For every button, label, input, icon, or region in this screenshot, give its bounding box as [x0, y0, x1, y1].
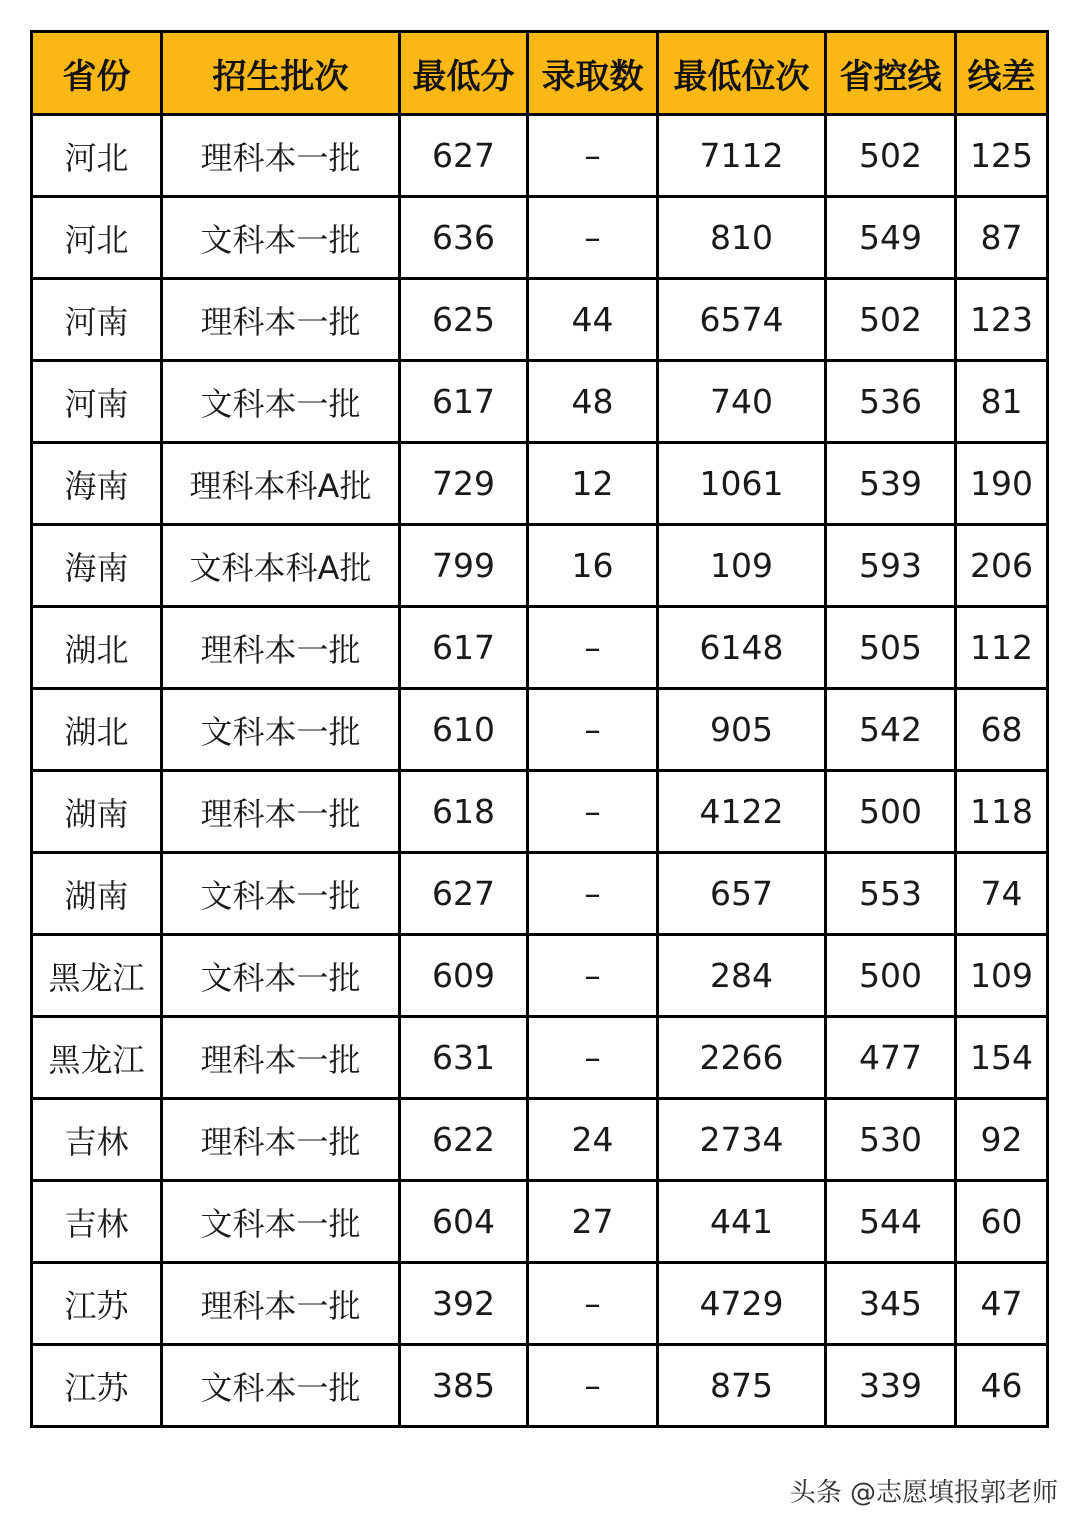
cell-admitted-count: –	[528, 197, 658, 279]
cell-batch: 文科本一批	[162, 197, 400, 279]
table-row	[32, 1099, 1048, 1181]
header-min-score: 最低分	[400, 32, 528, 115]
cell-min-score: 625	[400, 279, 528, 361]
cell-min-rank: 905	[658, 689, 826, 771]
cell-line-diff: 112	[956, 607, 1048, 689]
table-body	[32, 115, 1048, 1427]
cell-min-score: 627	[400, 115, 528, 197]
cell-control-line: 502	[826, 115, 956, 197]
cell-province: 吉林	[32, 1099, 162, 1181]
cell-line-diff: 46	[956, 1345, 1048, 1427]
cell-min-rank: 4729	[658, 1263, 826, 1345]
cell-min-rank: 6148	[658, 607, 826, 689]
cell-min-rank: 875	[658, 1345, 826, 1427]
table-row	[32, 1181, 1048, 1263]
cell-admitted-count: –	[528, 115, 658, 197]
header-batch: 招生批次	[162, 32, 400, 115]
cell-province: 河北	[32, 115, 162, 197]
cell-min-rank: 6574	[658, 279, 826, 361]
cell-batch: 文科本一批	[162, 361, 400, 443]
table-row	[32, 361, 1048, 443]
cell-admitted-count: –	[528, 607, 658, 689]
cell-province: 黑龙江	[32, 935, 162, 1017]
cell-min-rank: 2734	[658, 1099, 826, 1181]
table-row	[32, 525, 1048, 607]
table-row	[32, 689, 1048, 771]
table-row	[32, 197, 1048, 279]
cell-province: 湖北	[32, 689, 162, 771]
cell-min-score: 631	[400, 1017, 528, 1099]
cell-min-rank: 1061	[658, 443, 826, 525]
cell-admitted-count: 16	[528, 525, 658, 607]
cell-admitted-count: 48	[528, 361, 658, 443]
cell-province: 江苏	[32, 1263, 162, 1345]
cell-admitted-count: 12	[528, 443, 658, 525]
cell-min-rank: 109	[658, 525, 826, 607]
table-row	[32, 115, 1048, 197]
cell-control-line: 593	[826, 525, 956, 607]
cell-line-diff: 206	[956, 525, 1048, 607]
cell-control-line: 530	[826, 1099, 956, 1181]
cell-min-score: 622	[400, 1099, 528, 1181]
cell-admitted-count: –	[528, 1263, 658, 1345]
cell-batch: 理科本科A批	[162, 443, 400, 525]
cell-min-score: 604	[400, 1181, 528, 1263]
admission-score-table	[30, 30, 1049, 1428]
cell-line-diff: 81	[956, 361, 1048, 443]
header-row	[32, 32, 1048, 115]
cell-admitted-count: –	[528, 771, 658, 853]
cell-min-score: 609	[400, 935, 528, 1017]
table-row	[32, 853, 1048, 935]
cell-control-line: 502	[826, 279, 956, 361]
cell-control-line: 536	[826, 361, 956, 443]
cell-min-rank: 284	[658, 935, 826, 1017]
cell-province: 海南	[32, 443, 162, 525]
cell-control-line: 345	[826, 1263, 956, 1345]
cell-line-diff: 74	[956, 853, 1048, 935]
cell-batch: 理科本一批	[162, 1263, 400, 1345]
cell-batch: 理科本一批	[162, 279, 400, 361]
cell-line-diff: 60	[956, 1181, 1048, 1263]
cell-min-score: 385	[400, 1345, 528, 1427]
cell-line-diff: 68	[956, 689, 1048, 771]
cell-line-diff: 125	[956, 115, 1048, 197]
cell-batch: 文科本一批	[162, 689, 400, 771]
cell-min-score: 729	[400, 443, 528, 525]
cell-province: 湖南	[32, 771, 162, 853]
cell-min-score: 617	[400, 361, 528, 443]
cell-min-score: 392	[400, 1263, 528, 1345]
table-row	[32, 1263, 1048, 1345]
cell-line-diff: 123	[956, 279, 1048, 361]
table-row	[32, 771, 1048, 853]
cell-batch: 理科本一批	[162, 115, 400, 197]
cell-province: 河北	[32, 197, 162, 279]
cell-min-score: 636	[400, 197, 528, 279]
header-province: 省份	[32, 32, 162, 115]
cell-control-line: 505	[826, 607, 956, 689]
cell-min-rank: 4122	[658, 771, 826, 853]
cell-province: 吉林	[32, 1181, 162, 1263]
cell-province: 江苏	[32, 1345, 162, 1427]
cell-min-rank: 441	[658, 1181, 826, 1263]
cell-control-line: 477	[826, 1017, 956, 1099]
cell-batch: 文科本一批	[162, 935, 400, 1017]
cell-admitted-count: 27	[528, 1181, 658, 1263]
cell-province: 黑龙江	[32, 1017, 162, 1099]
cell-control-line: 544	[826, 1181, 956, 1263]
cell-control-line: 500	[826, 935, 956, 1017]
cell-admitted-count: 44	[528, 279, 658, 361]
cell-min-score: 610	[400, 689, 528, 771]
cell-control-line: 500	[826, 771, 956, 853]
cell-province: 海南	[32, 525, 162, 607]
cell-batch: 文科本一批	[162, 1345, 400, 1427]
cell-min-rank: 7112	[658, 115, 826, 197]
cell-line-diff: 154	[956, 1017, 1048, 1099]
cell-batch: 理科本一批	[162, 607, 400, 689]
table-row	[32, 279, 1048, 361]
cell-admitted-count: 24	[528, 1099, 658, 1181]
admission-table-container	[30, 30, 1049, 1428]
table-row	[32, 607, 1048, 689]
header-admitted-count: 录取数	[528, 32, 658, 115]
cell-admitted-count: –	[528, 935, 658, 1017]
cell-line-diff: 190	[956, 443, 1048, 525]
cell-line-diff: 118	[956, 771, 1048, 853]
table-header	[32, 32, 1048, 115]
table-row	[32, 1345, 1048, 1427]
table-row	[32, 1017, 1048, 1099]
cell-admitted-count: –	[528, 1345, 658, 1427]
cell-admitted-count: –	[528, 689, 658, 771]
header-control-line: 省控线	[826, 32, 956, 115]
cell-line-diff: 109	[956, 935, 1048, 1017]
cell-control-line: 549	[826, 197, 956, 279]
cell-batch: 理科本一批	[162, 771, 400, 853]
cell-min-rank: 740	[658, 361, 826, 443]
cell-line-diff: 87	[956, 197, 1048, 279]
cell-min-score: 627	[400, 853, 528, 935]
cell-batch: 文科本一批	[162, 853, 400, 935]
header-min-rank: 最低位次	[658, 32, 826, 115]
cell-province: 湖南	[32, 853, 162, 935]
cell-control-line: 539	[826, 443, 956, 525]
watermark: 头条 @志愿填报郭老师	[789, 1478, 1058, 1508]
cell-min-score: 618	[400, 771, 528, 853]
cell-min-rank: 810	[658, 197, 826, 279]
header-line-diff: 线差	[956, 32, 1048, 115]
cell-control-line: 553	[826, 853, 956, 935]
cell-min-score: 799	[400, 525, 528, 607]
cell-batch: 文科本一批	[162, 1181, 400, 1263]
cell-line-diff: 92	[956, 1099, 1048, 1181]
cell-province: 河南	[32, 361, 162, 443]
cell-province: 湖北	[32, 607, 162, 689]
cell-batch: 文科本科A批	[162, 525, 400, 607]
cell-province: 河南	[32, 279, 162, 361]
cell-min-rank: 2266	[658, 1017, 826, 1099]
cell-min-rank: 657	[658, 853, 826, 935]
table-row	[32, 443, 1048, 525]
cell-admitted-count: –	[528, 1017, 658, 1099]
cell-control-line: 542	[826, 689, 956, 771]
cell-min-score: 617	[400, 607, 528, 689]
cell-batch: 理科本一批	[162, 1017, 400, 1099]
cell-admitted-count: –	[528, 853, 658, 935]
cell-line-diff: 47	[956, 1263, 1048, 1345]
cell-batch: 理科本一批	[162, 1099, 400, 1181]
table-row	[32, 935, 1048, 1017]
cell-control-line: 339	[826, 1345, 956, 1427]
